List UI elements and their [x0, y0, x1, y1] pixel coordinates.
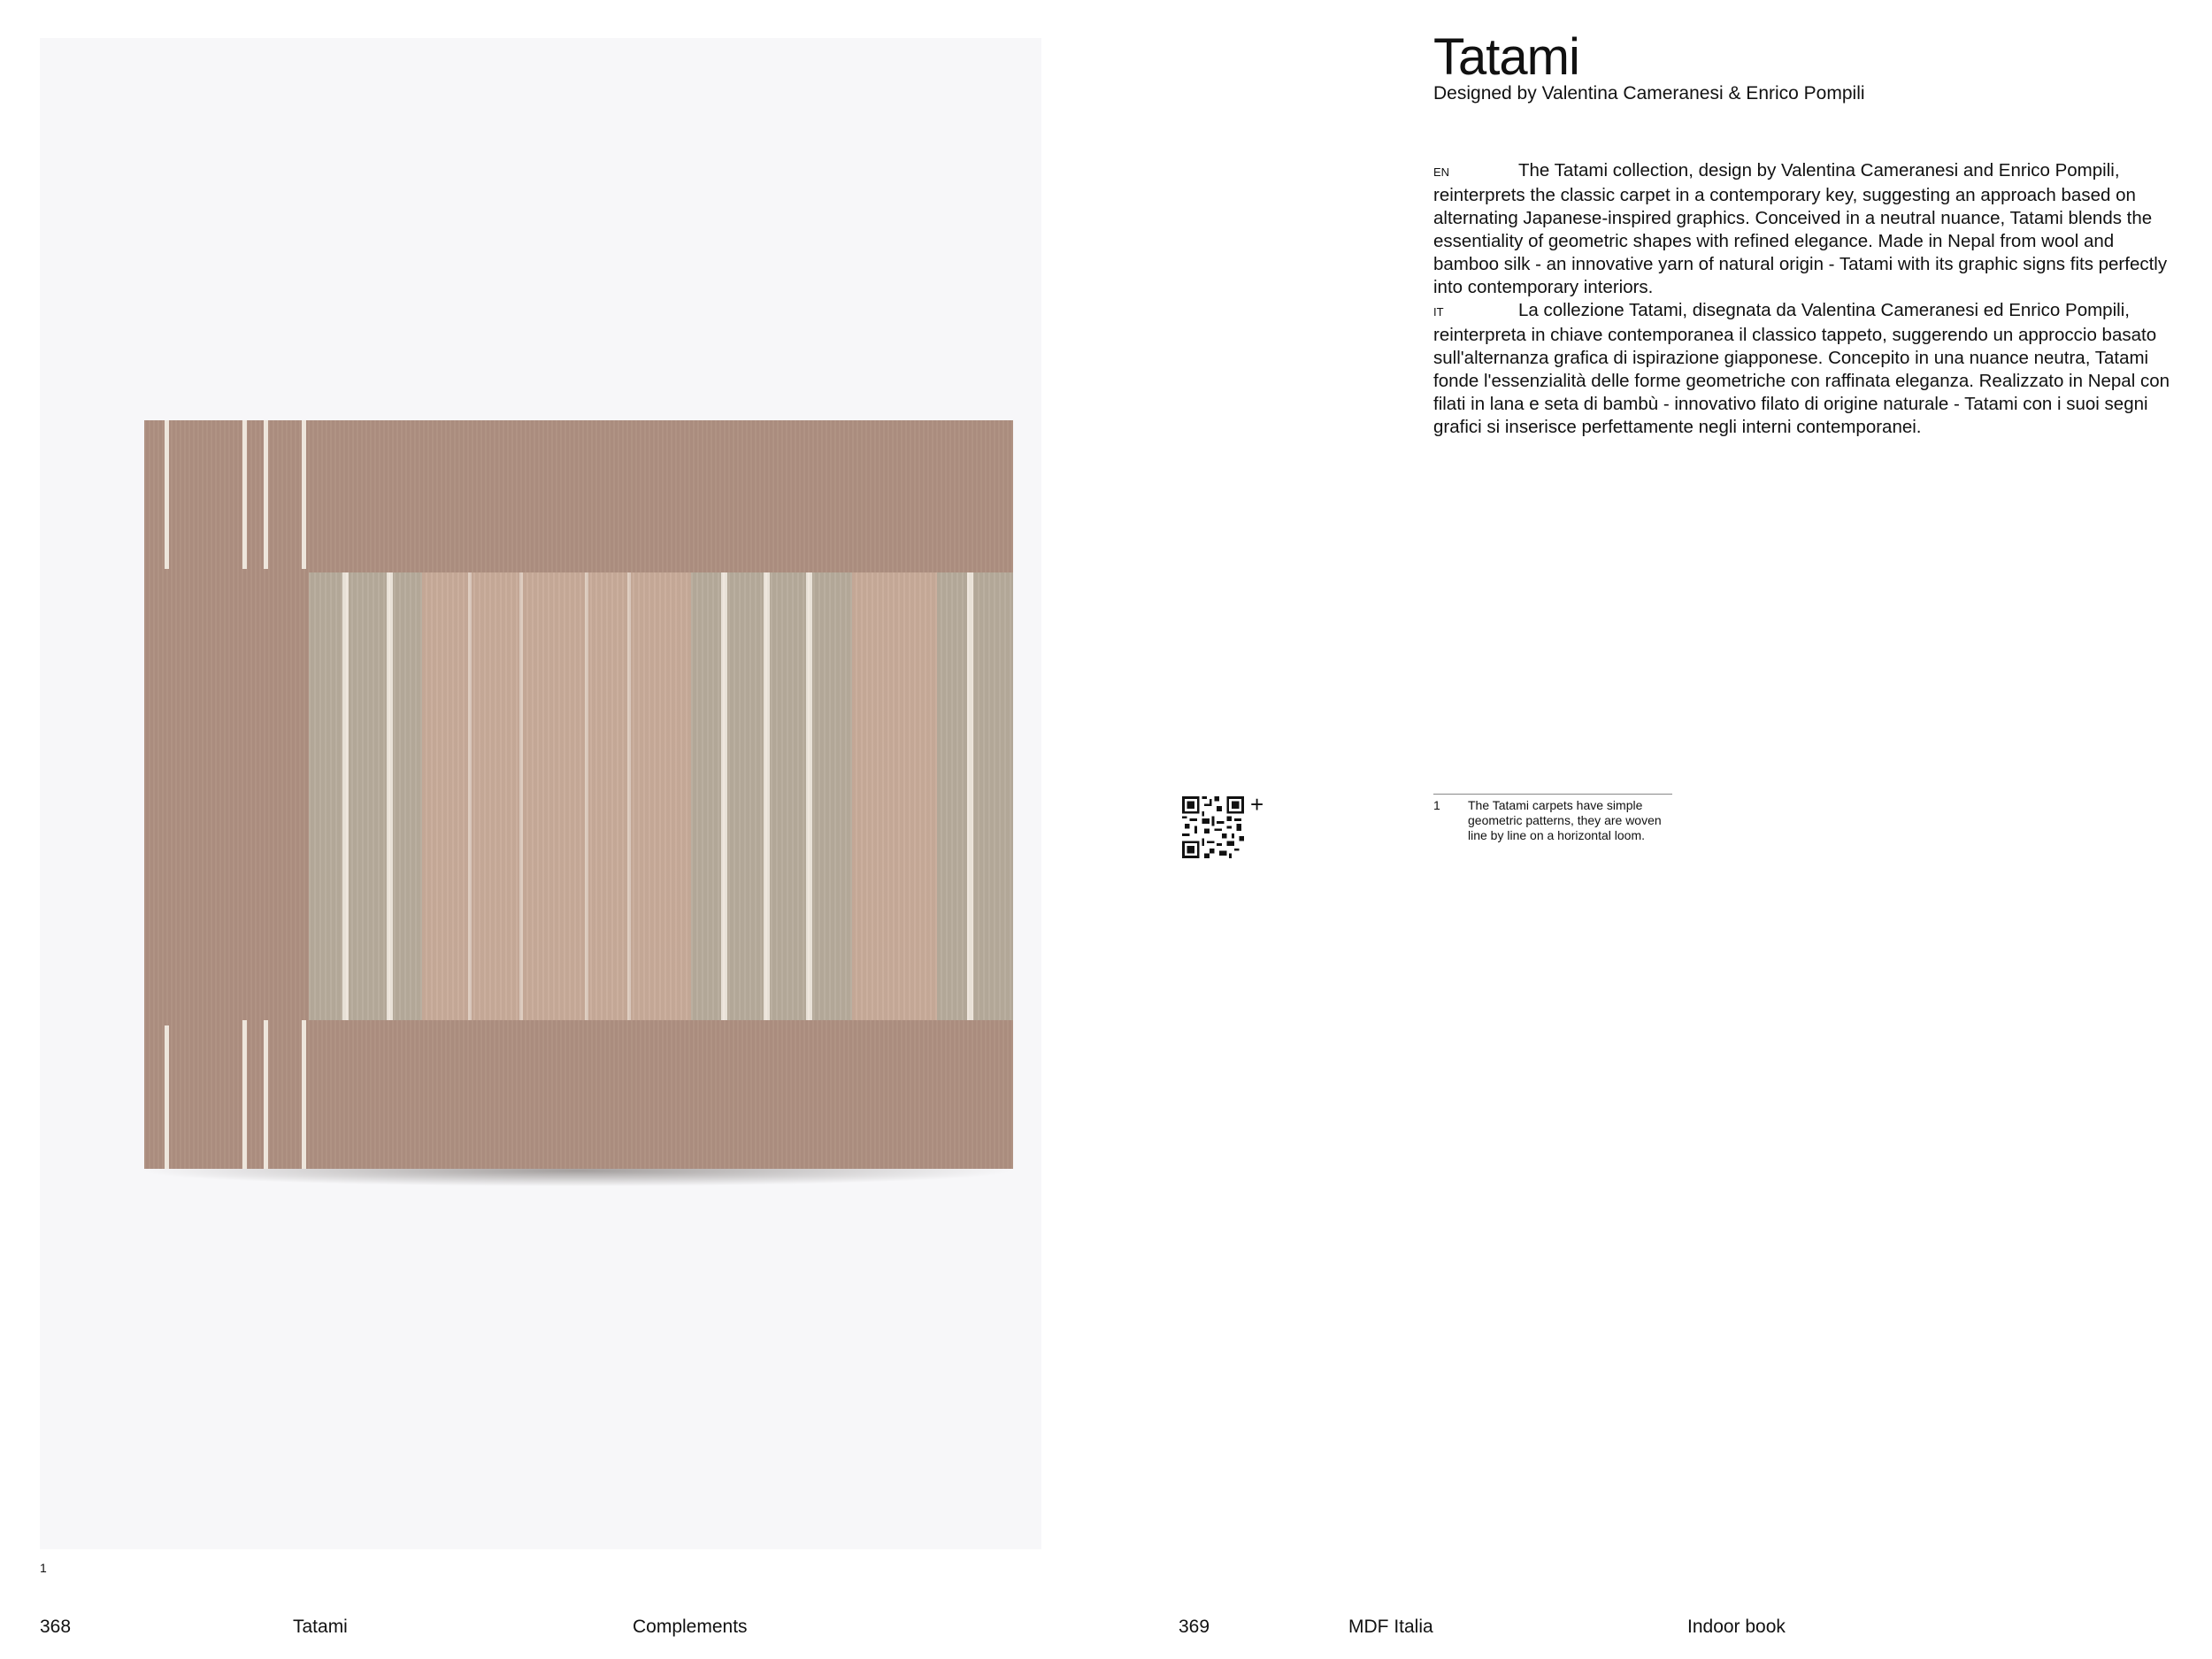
product-description	[1433, 159, 2181, 439]
rug-stripe	[302, 1020, 306, 1169]
footer-left-page-number: 368	[40, 1617, 72, 1637]
qr-code-icon[interactable]	[1182, 796, 1244, 858]
description-en	[1433, 159, 2181, 299]
footer-left-title: Tatami	[293, 1617, 348, 1637]
caption-divider	[1433, 794, 1672, 795]
rug-stripe	[468, 572, 472, 1020]
rug-stripe	[387, 572, 393, 1020]
rug-stripe	[165, 1025, 169, 1169]
rug-stripe	[806, 572, 812, 1020]
caption-text: The Tatami carpets have simple geometric patterns, they are woven line by line on a horizontal loom.	[1468, 798, 1662, 842]
rug-stripe	[264, 1020, 268, 1169]
description-it-text: La collezione Tatami, disegnata da Valentina Cameranesi ed Enrico Pompili, reinterpreta in chiave contemporanea il classico tappeto, suggerendo un approccio basato sull'alternanza grafica di ispirazione giapponese. Concepito in una nuance neutra, Tatami fonde l'essenzialità delle forme geometriche con raffinata eleganza. Realizzato in Nepal con filati in lana e seta di bambù - innovativo filato di origine naturale - Tatami con i suoi segni grafici si inserisce perfettamente negli interni contemporanei.	[1433, 300, 2170, 437]
caption-number: 1	[1433, 798, 1440, 812]
rug-stripe	[585, 572, 588, 1020]
description-en-text: The Tatami collection, design by Valentina Cameranesi and Enrico Pompili, reinterprets the classic carpet in a contemporary key, suggesting an approach based on alternating Japanese-inspired graphics. Conceived in a neutral nuance, Tatami blends the essentiality of geometric shapes with refined elegance. Made in Nepal from wool and bamboo silk - an innovative yarn of natural origin - Tatami with its graphic signs fits perfectly into contemporary interiors.	[1433, 160, 2168, 297]
product-title: Tatami	[1433, 28, 1579, 86]
lang-label-it: IT	[1433, 305, 1444, 319]
footer-brand: MDF Italia	[1348, 1617, 1433, 1637]
footer-book-title: Indoor book	[1687, 1617, 1786, 1637]
rug-stripe	[264, 420, 268, 569]
rug-center-field	[309, 572, 1013, 1020]
rug-stripe	[165, 420, 169, 569]
rug-stripe	[342, 572, 349, 1020]
footer-left-section: Complements	[633, 1617, 748, 1637]
rug-stripe	[721, 572, 727, 1020]
description-it	[1433, 299, 2181, 439]
product-photo-panel	[40, 38, 1041, 1549]
footer-right-page-number: 369	[1179, 1617, 1210, 1637]
rug-stripe	[519, 572, 523, 1020]
rug-stripe	[242, 420, 247, 569]
rug-stripe	[967, 572, 973, 1020]
rug-stripe	[302, 420, 306, 569]
rug-stripe	[627, 572, 631, 1020]
rug-stripe	[764, 572, 770, 1020]
figure-number: 1	[40, 1561, 47, 1575]
rug-stripe	[242, 1020, 247, 1169]
lang-label-en: EN	[1433, 165, 1450, 179]
tatami-rug-image	[144, 420, 1013, 1169]
plus-icon[interactable]: +	[1250, 791, 1264, 818]
designer-credit: Designed by Valentina Cameranesi & Enrico Pompili	[1433, 83, 1865, 104]
